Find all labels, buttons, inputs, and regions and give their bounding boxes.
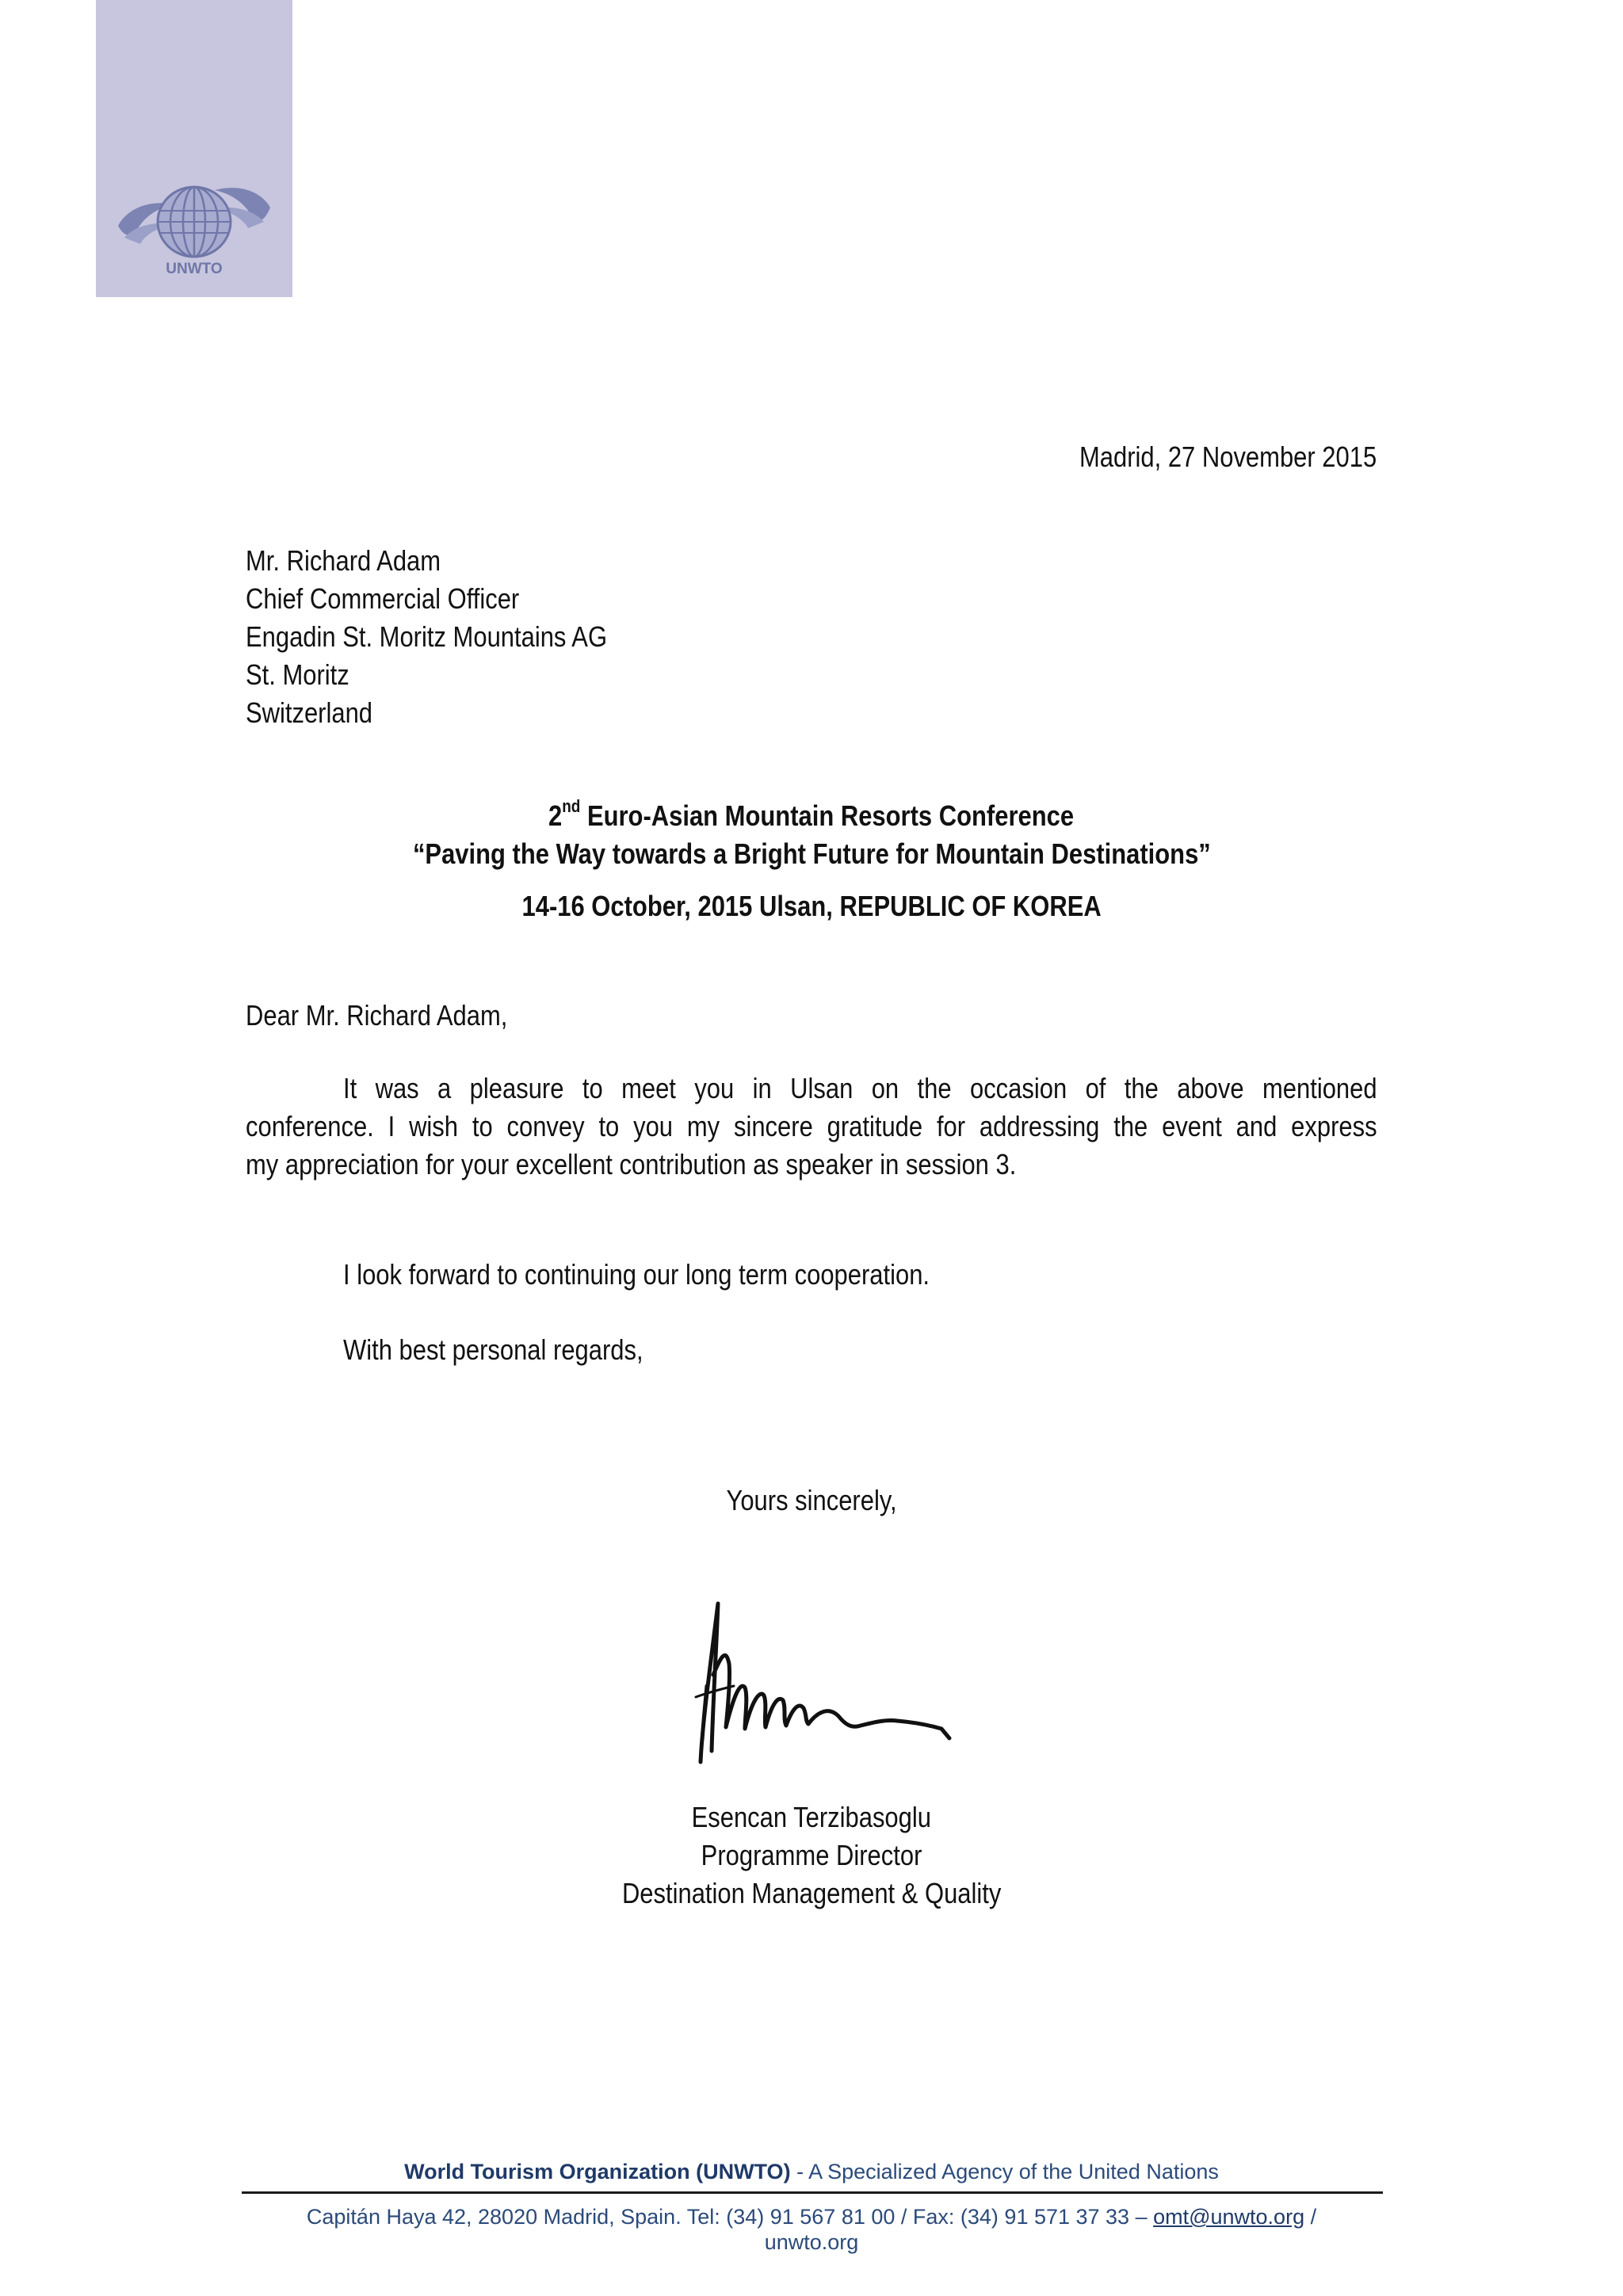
footer-organization [0, 2158, 1623, 2185]
conference-edition: 2 [548, 799, 563, 832]
handwritten-signature [689, 1592, 975, 1783]
footer-divider [242, 2191, 1383, 2194]
conference-heading [246, 797, 1377, 925]
salutation: Dear Mr. Richard Adam, [246, 999, 508, 1032]
footer-separator: / [1304, 2205, 1317, 2229]
recipient-company: Engadin St. Moritz Mountains AG [246, 620, 608, 653]
footer-email-link[interactable]: omt@unwto.org [1153, 2205, 1305, 2229]
body-regards: With best personal regards, [343, 1333, 643, 1366]
conference-title-text: Euro-Asian Mountain Resorts Conference [587, 799, 1075, 832]
globe-wings-icon [96, 0, 292, 297]
logo-text: UNWTO [166, 261, 223, 277]
conference-dates-location: 14-16 October, 2015 Ulsan, REPUBLIC OF KOREA [521, 890, 1102, 922]
letter-date: Madrid, 27 November 2015 [1079, 441, 1377, 473]
signer-block [0, 1798, 1623, 1913]
recipient-country: Switzerland [246, 696, 373, 729]
footer-address-text: Capitán Haya 42, 28020 Madrid, Spain. Tel: (34) 91 567 81 00 / Fax: (34) 91 571 37 33 – [306, 2205, 1154, 2229]
recipient-name: Mr. Richard Adam [246, 544, 441, 577]
body-line: my appreciation for your excellent contribution as speaker in session 3. [246, 1148, 1017, 1180]
body-line: It was a pleasure to meet you in Ulsan on the occasion of the above mentioned [342, 1072, 1377, 1104]
conference-subtitle: “Paving the Way towards a Bright Future for Mountain Destinations” [412, 837, 1211, 870]
conference-edition-suffix: nd [562, 796, 581, 816]
signer-department: Destination Management & Quality [621, 1877, 1002, 1909]
footer-website[interactable]: unwto.org [764, 2230, 859, 2254]
unwto-logo [96, 0, 292, 297]
body-paragraph [246, 1070, 1377, 1184]
footer-address [0, 2204, 1623, 2255]
closing: Yours sincerely, [726, 1484, 897, 1516]
signer-title: Programme Director [701, 1839, 922, 1871]
conference-title [246, 797, 1377, 835]
body-line: conference. I wish to convey to you my sincere gratitude for addressing the event and express [246, 1110, 1377, 1142]
signer-name: Esencan Terzibasoglu [691, 1801, 932, 1833]
recipient-address [246, 542, 607, 732]
body-forward-sentence: I look forward to continuing our long term cooperation. [343, 1258, 930, 1291]
footer-org-name: World Tourism Organization (UNWTO) [404, 2160, 791, 2183]
footer-org-tagline: - A Specialized Agency of the United Nations [790, 2160, 1219, 2183]
recipient-title: Chief Commercial Officer [246, 582, 520, 615]
recipient-city: St. Moritz [246, 658, 349, 691]
